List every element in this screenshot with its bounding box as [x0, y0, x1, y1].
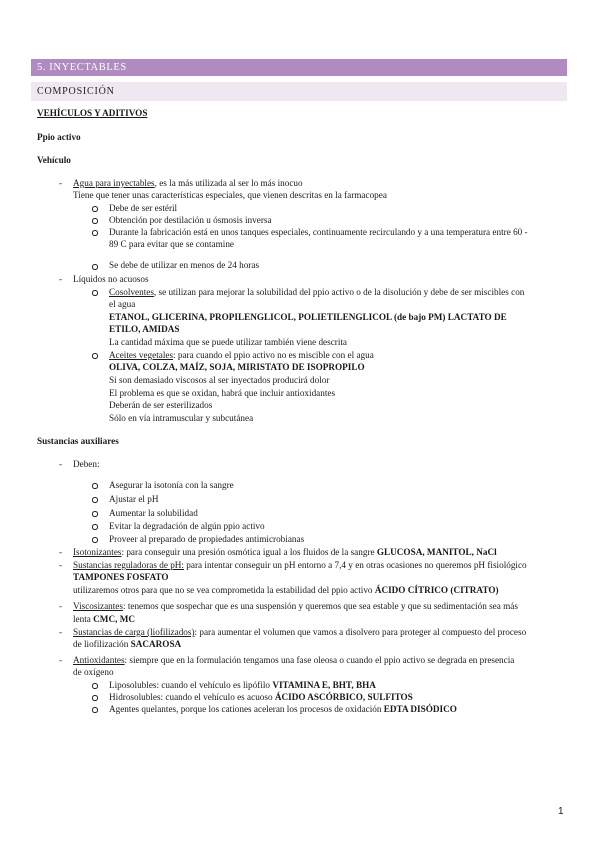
reguladoras-line [73, 559, 527, 571]
cosolventes-note: La cantidad máxima que se puede utilizar también viene descrita [109, 337, 348, 347]
list-dash: - [59, 274, 63, 284]
lipo-text: Liposolubles: cuando el vehículo es lipófilo [109, 680, 273, 690]
list-dash: - [59, 178, 63, 188]
antiox-line2: de oxígeno [73, 667, 114, 677]
deben-item: Evitar la degradación de algún ppio activo [109, 521, 265, 531]
agua-bullet: Se debe de utilizar en menos de 24 horas [109, 260, 260, 270]
sustancias-heading: Sustancias auxiliares [37, 436, 119, 446]
hidro-examples: ÁCIDO ASCÓRBICO, SULFITOS [274, 692, 413, 702]
bullet-icon [92, 483, 98, 489]
agua-bullet-cont: 89 C para evitar que se contamine [109, 239, 235, 249]
cosolventes-line2: el agua [109, 299, 136, 309]
list-dash: - [59, 560, 63, 570]
viscosizantes-line [73, 600, 518, 612]
cosolventes-examples-cont: ETILO, AMIDAS [109, 324, 180, 334]
agua-line2: Tiene que tener unas características especiales, que vienen descritas en la farmacopea [73, 190, 387, 200]
reguladoras-examples: TAMPONES FOSFATO [73, 572, 169, 582]
deben-label: Deben: [73, 459, 100, 469]
reguladoras-text: para intentar conseguir un pH entorno a 7,4 y en otras ocasiones no queremos pH fisiológico [184, 560, 527, 570]
viscosizantes-text: : tenemos que sospechar que es una suspensión y queremos que sea estable y que su sedimentación sea más [122, 601, 518, 611]
bullet-icon [92, 707, 98, 713]
isotonizantes-examples: GLUCOSA, MANITOL, NaCl [376, 547, 497, 557]
deben-item: Asegurar la isotonía con la sangre [109, 480, 234, 490]
antiox-label: Antioxidantes [73, 655, 125, 665]
agua-bullet: Durante la fabricación está en unos tanques especiales, continuamente recirculando y a una temperatura entre 60 - [109, 227, 528, 237]
aceites-note: El problema es que se oxidan, habrá que incluir antioxidantes [109, 388, 336, 398]
agua-line [73, 177, 303, 189]
bullet-icon [92, 683, 98, 689]
bullet-icon [92, 353, 98, 359]
bullet-icon [92, 206, 98, 212]
bullet-icon [92, 524, 98, 530]
antiox-hidrosolubles [109, 691, 413, 703]
viscosizantes-text2: lenta [73, 614, 94, 624]
cosolventes-examples: ETANOL, GLICERINA, PROPILENGLICOL, POLIETILENGLICOL (de bajo PM) LACTATO DE [109, 312, 507, 322]
bullet-icon [92, 497, 98, 503]
cosolventes-text: , se utilizan para mejorar la solubilidad del ppio activo o de la disolución y debe de ser miscibles con [153, 287, 525, 297]
isotonizantes-text: : para conseguir una presión osmótica igual a los fluidos de la sangre [121, 547, 377, 557]
agua-bullet: Debe de ser estéril [109, 203, 178, 213]
reguladoras-line3 [73, 584, 499, 596]
aceites-line [109, 349, 374, 361]
carga-line2 [73, 638, 181, 650]
liquidos-label: Líquidos no acuosos [73, 274, 149, 284]
ppio-activo-label: Ppio activo [37, 132, 81, 142]
subsection-title-bar: COMPOSICIÓN [31, 82, 567, 101]
carga-examples: SACAROSA [130, 639, 182, 649]
list-dash: - [59, 655, 63, 665]
aceites-examples: OLIVA, COLZA, MAÍZ, SOJA, MIRISTATO DE ISOPROPILO [109, 362, 365, 372]
lipo-examples: VITAMINA E, BHT, BHA [272, 680, 376, 690]
carga-line [73, 626, 526, 638]
deben-item: Aumentar la solubilidad [109, 508, 198, 518]
aceites-text: : para cuando el ppio activo no es miscible con el agua [173, 350, 374, 360]
quel-text: Agentes quelantes, porque los cationes aceleran los procesos de oxidación [109, 704, 384, 714]
aceites-note: Si son demasiado viscosos al ser inyectados producirá dolor [109, 375, 330, 385]
vehiculos-heading: VEHÍCULOS Y ADITIVOS [37, 108, 148, 118]
aceites-note: Sólo en vía intramuscular y subcutánea [109, 413, 254, 423]
cosolventes-line [109, 286, 524, 298]
antiox-liposolubles [109, 679, 376, 691]
agua-bullet: Obtención por destilación u ósmosis inversa [109, 215, 272, 225]
cosolventes-label: Cosolventes [109, 287, 154, 297]
section-title-bar: 5. INYECTABLES [31, 59, 567, 76]
page-number: 1 [558, 806, 564, 817]
bullet-icon [92, 511, 98, 517]
aceites-label: Aceites vegetales [109, 350, 174, 360]
agua-label: Agua para inyectables [73, 178, 155, 188]
reguladoras-examples2: ÁCIDO CÍTRICO (CITRATO) [374, 585, 499, 595]
bullet-icon [92, 218, 98, 224]
vehiculo-label: Vehículo [37, 155, 71, 165]
viscosizantes-label: Viscosizantes [73, 601, 123, 611]
bullet-icon [92, 537, 98, 543]
carga-text: : para aumentar el volumen que vamos a disolvero para proteger al compuesto del proceso [194, 627, 527, 637]
bullet-icon [92, 695, 98, 701]
deben-item: Proveer al preparado de propiedades antimicrobianas [109, 534, 305, 544]
list-dash: - [59, 627, 63, 637]
isotonizantes-label: Isotonizantes [73, 547, 122, 557]
list-dash: - [59, 459, 63, 469]
carga-label: Sustancias de carga (liofilizados) [73, 627, 195, 637]
viscosizantes-line2 [73, 613, 135, 625]
viscosizantes-examples: CMC, MC [93, 614, 135, 624]
list-dash: - [59, 547, 63, 557]
reguladoras-label: Sustancias reguladoras de pH: [73, 560, 184, 570]
list-dash: - [59, 601, 63, 611]
antiox-text: : siempre que en la formulación tengamos una fase oleosa o cuando el ppio activo se degrada en presencia [124, 655, 515, 665]
bullet-icon [92, 230, 98, 236]
carga-text2: de liofilización [73, 639, 131, 649]
agua-text: , es la más utilizada al ser lo más inocuo [154, 178, 303, 188]
aceites-note: Deberán de ser esterilizados [109, 400, 213, 410]
bullet-icon [92, 290, 98, 296]
deben-item: Ajustar el pH [109, 494, 159, 504]
bullet-icon [92, 264, 98, 270]
isotonizantes-line [73, 546, 497, 558]
reguladoras-text2: utilizaremos otros para que no se vea comprometida la estabilidad del ppio activo [73, 585, 375, 595]
antiox-line [73, 654, 514, 666]
quel-examples: EDTA DISÓDICO [383, 704, 457, 714]
hidro-text: Hidrosolubles: cuando el vehículo es acuoso [109, 692, 275, 702]
antiox-quelantes [109, 703, 457, 715]
